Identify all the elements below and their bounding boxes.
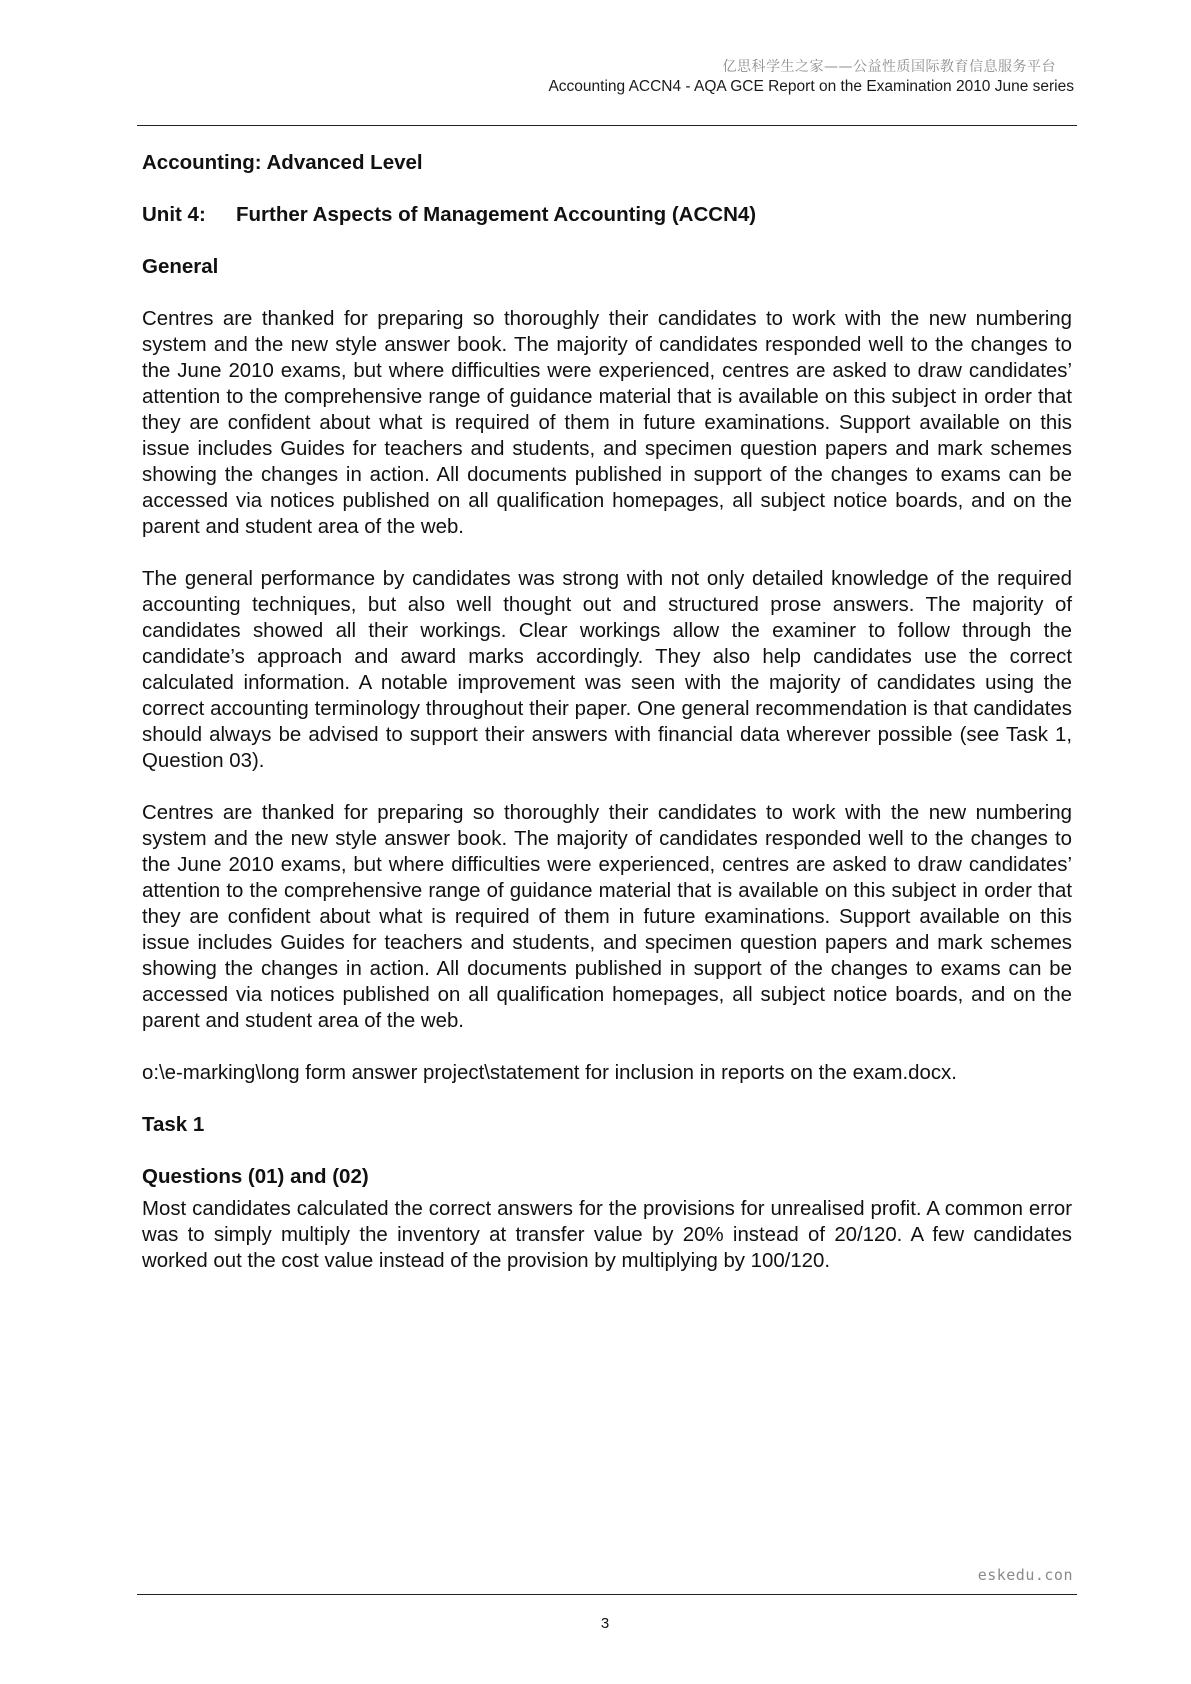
paragraph-4: Most candidates calculated the correct answers for the provisions for unrealised profit. A common error was to simply multiply the inventory at transfer value by 20% instead of 20/120. A few candidates worked out the cost value instead of the provision by multiplying by 100/120. xyxy=(142,1198,1072,1272)
page-number: 3 xyxy=(600,1615,610,1632)
paragraph-2: The general performance by candidates was strong with not only detailed knowledge of the required accounting techniques, but also well thought out and structured prose answers. The majority of candidates showed all their workings. Clear workings allow the examiner to follow through the candidate’s approach and award marks accordingly. They also help candidates use the correct calculated information. A notable improvement was seen with the majority of candidates using the correct accounting terminology throughout their paper. One general recommendation is that candidates should always be advised to support their answers with financial data wherever possible (see Task 1, Question 03). xyxy=(142,568,1072,772)
running-header: Accounting ACCN4 - AQA GCE Report on the Examination 2010 June series xyxy=(548,78,1074,95)
paragraph-1: Centres are thanked for preparing so thoroughly their candidates to work with the new numbering system and the new style answer book. The majority of candidates responded well to the changes to the June 2010 exams, but where difficulties were experienced, centres are asked to draw candidates’ attention to the comprehensive range of guidance material that is available on this subject in order that they are confident about what is required of them in future examinations. Support available on this issue includes Guides for teachers and students, and specimen question papers and mark schemes showing the changes in action. All documents published in support of the changes to exams can be accessed via notices published on all qualification homepages, all subject notice boards, and on the parent and student area of the web. xyxy=(142,308,1072,538)
paragraph-3: Centres are thanked for preparing so thoroughly their candidates to work with the new numbering system and the new style answer book. The majority of candidates responded well to the changes to the June 2010 exams, but where difficulties were experienced, centres are asked to draw candidates’ attention to the comprehensive range of guidance material that is available on this subject in order that they are confident about what is required of them in future examinations. Support available on this issue includes Guides for teachers and students, and specimen question papers and mark schemes showing the changes in action. All documents published in support of the changes to exams can be accessed via notices published on all qualification homepages, all subject notice boards, and on the parent and student area of the web. xyxy=(142,802,1072,1032)
unit-number: Unit 4: xyxy=(142,203,206,226)
unit-title: Further Aspects of Management Accounting (ACCN4) xyxy=(236,203,757,226)
header-watermark: 亿思科学生之家——公益性质国际教育信息服务平台 xyxy=(722,59,1056,75)
main-heading: Accounting: Advanced Level xyxy=(142,151,423,174)
file-path-text: o:\e-marking\long form answer project\statement for inclusion in reports on the exam.docx. xyxy=(142,1062,957,1084)
section-heading-general: General xyxy=(142,255,219,278)
unit-heading xyxy=(142,202,1072,228)
footer-site-mark: eskedu.con xyxy=(977,1566,1073,1584)
section-heading-task: Task 1 xyxy=(142,1113,205,1136)
footer-rule xyxy=(137,1594,1077,1595)
section-heading-questions: Questions (01) and (02) xyxy=(142,1165,369,1188)
header-rule xyxy=(137,125,1077,126)
document-body xyxy=(142,150,1072,1300)
